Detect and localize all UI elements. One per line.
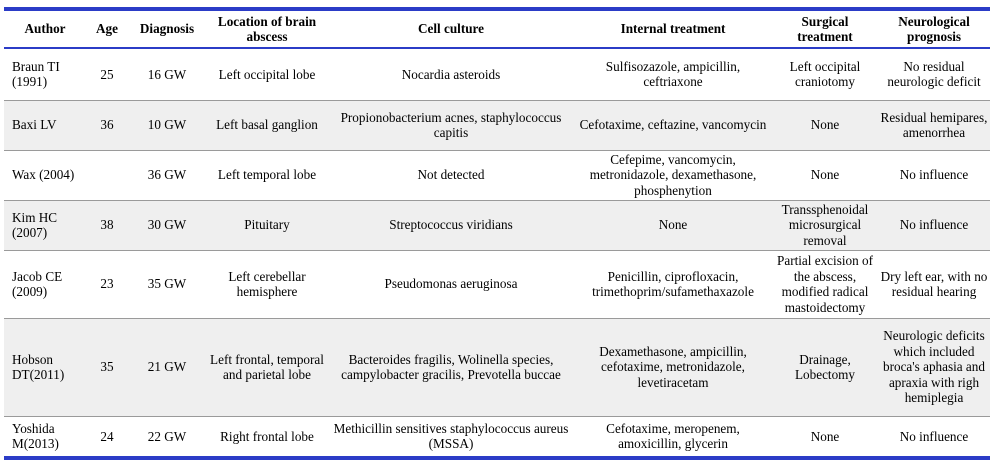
age-cell: 24: [100, 428, 114, 444]
table-row: [4, 416, 990, 456]
internal-treatment-cell: Penicillin, ciprofloxacin, trimethoprim/sufamethaxazole: [574, 250, 772, 318]
surgical-treatment-cell: None: [810, 428, 840, 444]
prognosis-cell: No influence: [878, 150, 990, 200]
culture-cell: Nocardia asteroids: [328, 48, 574, 100]
author-cell: Jacob CE (2009): [4, 250, 86, 318]
col-header-internal-treatment: Internal treatment: [574, 11, 772, 48]
col-header-location: Location of brain abscess: [206, 11, 328, 48]
surgical-treatment-cell: None: [772, 150, 878, 200]
col-header-age: Age: [86, 11, 128, 48]
diagnosis-cell: 21 GW: [128, 318, 206, 416]
surgical-treatment-cell: Drainage, Lobectomy: [772, 318, 878, 416]
col-header-diagnosis: Diagnosis: [128, 11, 206, 48]
diagnosis-cell: 10 GW: [128, 100, 206, 150]
culture-cell: Methicillin sensitives staphylococcus aureus (MSSA): [333, 420, 569, 452]
author-cell: Wax (2004): [4, 150, 86, 200]
internal-treatment-cell: None: [574, 200, 772, 250]
internal-treatment-cell: Cefotaxime, ceftazine, vancomycin: [574, 100, 772, 150]
col-header-author: Author: [4, 11, 86, 48]
diagnosis-cell: 22 GW: [147, 428, 187, 444]
prognosis-cell: No residual neurologic deficit: [878, 48, 990, 100]
age-cell: 38: [86, 200, 128, 250]
location-cell: Left cerebellar hemisphere: [206, 250, 328, 318]
diagnosis-cell: 35 GW: [128, 250, 206, 318]
surgical-treatment-cell: Left occipital craniotomy: [772, 48, 878, 100]
prognosis-cell: No influence: [899, 428, 969, 444]
prognosis-cell: No influence: [878, 200, 990, 250]
age-cell: 35: [86, 318, 128, 416]
location-cell: Left occipital lobe: [206, 48, 328, 100]
diagnosis-cell: 16 GW: [128, 48, 206, 100]
surgical-treatment-cell: Partial excision of the abscess, modified radical mastoidectomy: [772, 250, 878, 318]
diagnosis-cell: 30 GW: [128, 200, 206, 250]
table-bottom-rule: [4, 456, 990, 460]
table-row: [4, 48, 990, 100]
table-row: [4, 318, 990, 416]
table-row: [4, 150, 990, 200]
prognosis-cell: Residual hemipares, amenorrhea: [878, 100, 990, 150]
table-row: [4, 200, 990, 250]
internal-treatment-cell: Dexamethasone, ampicillin, cefotaxime, metronidazole, levetiracetam: [574, 318, 772, 416]
age-cell: 36: [86, 100, 128, 150]
location-cell: Left basal ganglion: [206, 100, 328, 150]
surgical-treatment-cell: None: [772, 100, 878, 150]
prognosis-cell: Neurologic deficits which included broca's aphasia and apraxia with righ hemiplegia: [878, 318, 990, 416]
col-header-surgical-treatment: Surgical treatment: [772, 11, 878, 48]
case-table-container: [4, 7, 990, 460]
table-row: [4, 250, 990, 318]
age-cell: 23: [86, 250, 128, 318]
culture-cell: Streptococcus viridians: [328, 200, 574, 250]
table-row: [4, 100, 990, 150]
location-cell: Left frontal, temporal and parietal lobe: [206, 318, 328, 416]
prognosis-cell: Dry left ear, with no residual hearing: [878, 250, 990, 318]
internal-treatment-cell: Cefepime, vancomycin, metronidazole, dexamethasone, phosphenytion: [574, 150, 772, 200]
author-cell: Hobson DT(2011): [4, 318, 86, 416]
location-cell: Right frontal lobe: [220, 428, 314, 444]
author-cell: Yoshida M(2013): [12, 420, 59, 452]
author-cell: Braun TI (1991): [4, 48, 86, 100]
age-cell: [86, 150, 128, 200]
col-header-cell-culture: Cell culture: [328, 11, 574, 48]
diagnosis-cell: 36 GW: [128, 150, 206, 200]
culture-cell: Not detected: [328, 150, 574, 200]
culture-cell: Pseudomonas aeruginosa: [328, 250, 574, 318]
location-cell: Left temporal lobe: [206, 150, 328, 200]
author-cell: Baxi LV: [4, 100, 86, 150]
location-cell: Pituitary: [206, 200, 328, 250]
author-cell: Kim HC (2007): [4, 200, 86, 250]
header-row: [4, 11, 990, 48]
internal-treatment-cell: Cefotaxime, meropenem, amoxicillin, glycerin: [606, 420, 740, 452]
culture-cell: Bacteroides fragilis, Wolinella species, campylobacter gracilis, Prevotella buccae: [328, 318, 574, 416]
culture-cell: Propionobacterium acnes, staphylococcus capitis: [328, 100, 574, 150]
brain-abscess-case-table: [4, 11, 990, 456]
surgical-treatment-cell: Transsphenoidal microsurgical removal: [772, 200, 878, 250]
internal-treatment-cell: Sulfisozazole, ampicillin, ceftriaxone: [574, 48, 772, 100]
age-cell: 25: [86, 48, 128, 100]
col-header-neurological-prognosis: Neurological prognosis: [878, 11, 990, 48]
